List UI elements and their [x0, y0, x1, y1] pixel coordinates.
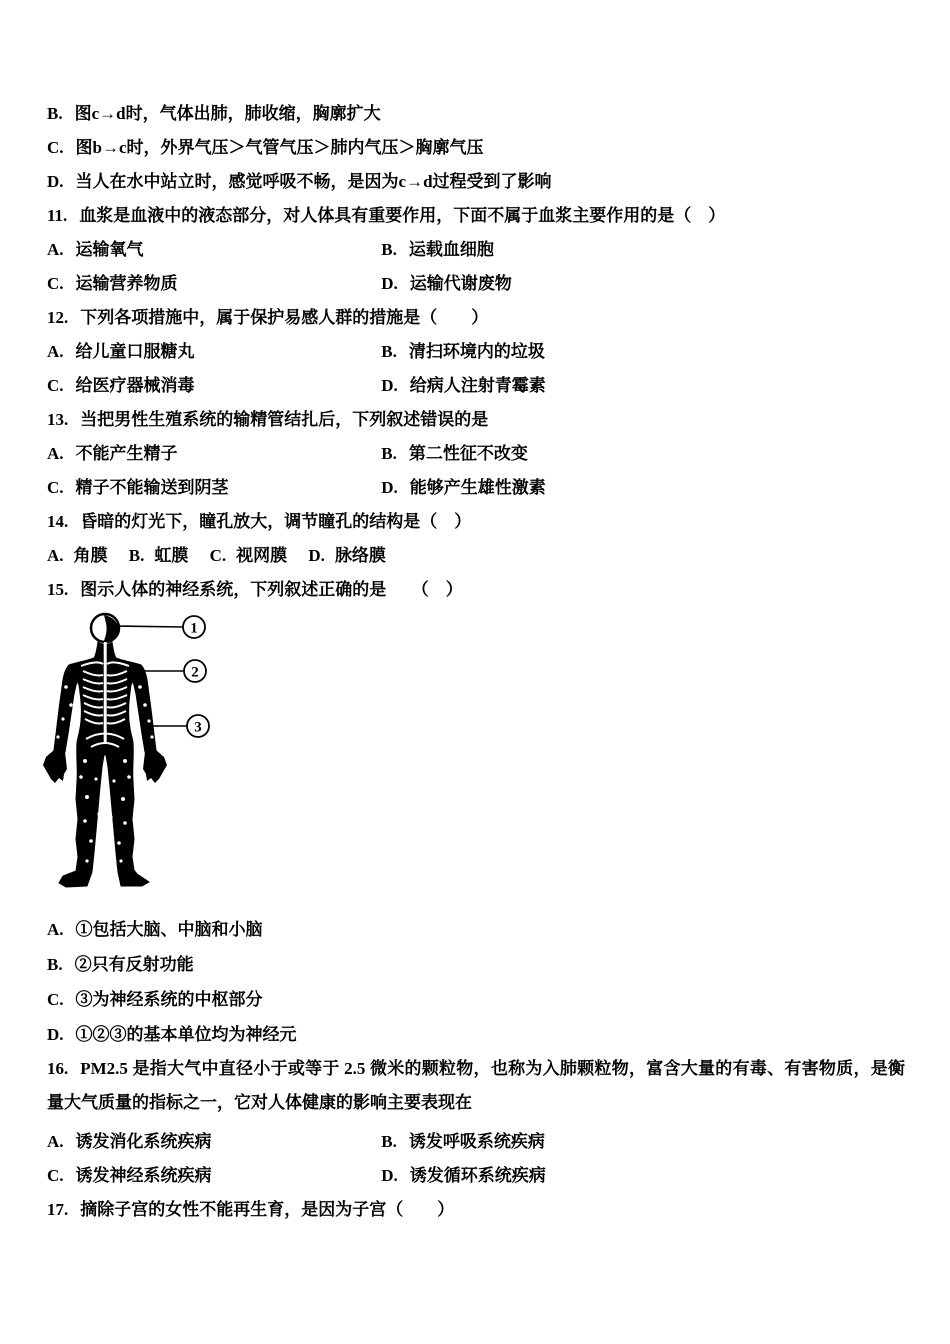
option-a — [47, 912, 905, 947]
callout-label-2 — [184, 660, 206, 682]
option-d — [381, 376, 546, 395]
option-text: 诱发呼吸系统疾病 — [408, 1132, 545, 1151]
option-label: C. — [47, 1166, 64, 1185]
question-15-stem — [47, 573, 905, 607]
option-a — [47, 335, 377, 369]
question-text: 当把男性生殖系统的输精管结扎后，下列叙述错误的是 — [80, 410, 489, 429]
question-17-stem — [47, 1193, 905, 1227]
question-13-options-row-2 — [47, 471, 905, 505]
option-label: A. — [47, 444, 64, 463]
option-c — [47, 471, 377, 505]
callout-digit: 1 — [190, 620, 198, 637]
option-text: 虹膜 — [154, 546, 189, 565]
question-13-options-row-1 — [47, 437, 905, 471]
callout-label-1 — [183, 616, 205, 638]
question-number: 13. — [47, 410, 69, 429]
option-label: A. — [47, 342, 64, 361]
option-label: B. — [381, 1132, 397, 1151]
option-label: D. — [47, 1025, 64, 1044]
figure-human-nervous-system — [41, 609, 281, 901]
question-11-stem — [47, 199, 905, 233]
question-number: 16. — [47, 1059, 69, 1078]
question-11-options-row-1 — [47, 233, 905, 267]
option-label: A. — [47, 240, 64, 259]
option-text: 图c→d时，气体出肺，肺收缩，胸廓扩大 — [74, 104, 381, 123]
option-label: D. — [381, 376, 398, 395]
option-text: 图b→c时，外界气压＞气管气压＞肺内气压＞胸廓气压 — [75, 138, 484, 157]
option-label: B. — [381, 240, 397, 259]
option-a — [47, 1125, 377, 1159]
option-b — [381, 240, 494, 259]
option-text: 诱发消化系统疾病 — [75, 1132, 212, 1151]
callout-label-3 — [187, 715, 209, 737]
option-c — [210, 539, 288, 573]
callout-line-1 — [114, 626, 183, 627]
option-text: ①②③的基本单位均为神经元 — [75, 1025, 297, 1044]
option-label: B. — [381, 444, 397, 463]
option-c — [47, 1159, 377, 1193]
option-label: C. — [47, 990, 64, 1009]
option-text: 运输氧气 — [75, 240, 144, 259]
option-b — [381, 342, 545, 361]
option-b — [381, 1132, 545, 1151]
option-text: 运输营养物质 — [75, 274, 178, 293]
option-text: 不能产生精子 — [75, 444, 178, 463]
option-text: 给病人注射青霉素 — [409, 376, 546, 395]
option-b — [47, 947, 905, 982]
question-12-stem — [47, 301, 905, 335]
option-label: C. — [209, 546, 227, 565]
left-hand — [43, 750, 67, 783]
option-label: A. — [47, 920, 64, 939]
option-text: 角膜 — [73, 546, 108, 565]
question-15-options — [47, 912, 905, 1052]
option-text: 运输代谢废物 — [409, 274, 512, 293]
option-line-b — [47, 97, 905, 131]
option-a — [47, 437, 377, 471]
question-14-options-row — [47, 539, 905, 573]
option-text: 当人在水中站立时，感觉呼吸不畅，是因为c→d过程受到了影响 — [75, 172, 552, 191]
option-label: C. — [47, 478, 64, 497]
option-b — [381, 444, 528, 463]
option-label: C. — [47, 376, 64, 395]
option-label: B. — [47, 104, 63, 123]
option-text: 精子不能输送到阴茎 — [75, 478, 229, 497]
option-text: 诱发循环系统疾病 — [409, 1166, 546, 1185]
right-hand — [143, 750, 167, 783]
question-16-options-row-2 — [47, 1159, 905, 1193]
option-line-c — [47, 131, 905, 165]
option-text: 给儿童口服糖丸 — [75, 342, 195, 361]
option-a — [47, 539, 108, 573]
option-label: D. — [381, 478, 398, 497]
option-label: D. — [381, 274, 398, 293]
option-label: D. — [47, 172, 64, 191]
option-label: A. — [47, 546, 64, 565]
option-text: ③为神经系统的中枢部分 — [75, 990, 263, 1009]
question-number: 12. — [47, 308, 69, 327]
option-c — [47, 267, 377, 301]
human-body-figure — [41, 609, 281, 901]
option-text: 第二性征不改变 — [408, 444, 528, 463]
question-number: 17. — [47, 1200, 69, 1219]
option-d — [47, 1017, 905, 1052]
option-text: 给医疗器械消毒 — [75, 376, 195, 395]
question-14-stem — [47, 505, 905, 539]
option-label: C. — [47, 138, 64, 157]
option-d — [381, 274, 512, 293]
callout-digit: 3 — [194, 719, 202, 736]
option-text: 能够产生雄性激素 — [409, 478, 546, 497]
question-text: 昏暗的灯光下，瞳孔放大，调节瞳孔的结构是（ ） — [80, 512, 472, 531]
question-12-options-row-2 — [47, 369, 905, 403]
option-label: B. — [47, 955, 63, 974]
option-text: 脉络膜 — [334, 546, 386, 565]
question-text: 下列各项措施中，属于保护易感人群的措施是（ ） — [80, 308, 489, 327]
option-label: B. — [381, 342, 397, 361]
option-text: ②只有反射功能 — [74, 955, 194, 974]
option-b — [129, 539, 189, 573]
question-text: 摘除子宫的女性不能再生育，是因为子宫（ ） — [80, 1200, 455, 1219]
option-label: C. — [47, 274, 64, 293]
option-d — [381, 1166, 546, 1185]
option-d — [381, 478, 546, 497]
option-text: 清扫环境内的垃圾 — [408, 342, 545, 361]
option-c — [47, 982, 905, 1017]
question-13-stem — [47, 403, 905, 437]
option-label: A. — [47, 1132, 64, 1151]
question-text: 图示人体的神经系统，下列叙述正确的是 （ ） — [80, 580, 463, 599]
option-d — [308, 539, 386, 573]
question-16-stem — [47, 1052, 905, 1120]
question-number: 14. — [47, 512, 69, 531]
question-number: 11. — [47, 206, 68, 225]
option-text: 视网膜 — [236, 546, 288, 565]
option-label: D. — [381, 1166, 398, 1185]
option-label: D. — [308, 546, 325, 565]
option-text: ①包括大脑、中脑和小脑 — [75, 920, 263, 939]
option-text: 诱发神经系统疾病 — [75, 1166, 212, 1185]
option-text: 运载血细胞 — [408, 240, 494, 259]
option-a — [47, 233, 377, 267]
option-line-d — [47, 165, 905, 199]
question-12-options-row-1 — [47, 335, 905, 369]
spinal-cord — [104, 642, 107, 743]
question-11-options-row-2 — [47, 267, 905, 301]
option-label: B. — [128, 546, 145, 565]
question-16-options-row-1 — [47, 1125, 905, 1159]
callout-digit: 2 — [191, 664, 199, 681]
option-c — [47, 369, 377, 403]
question-number: 15. — [47, 580, 69, 599]
question-text: 血浆是血液中的液态部分，对人体具有重要作用，下面不属于血浆主要作用的是（ ） — [79, 206, 726, 225]
question-text: PM2.5 是指大气中直径小于或等于 2.5 微米的颗粒物，也称为入肺颗粒物，富含大量的有毒、有害物质，是衡量大气质量的指标之一，它对人体健康的影响主要表现在 — [47, 1059, 905, 1112]
